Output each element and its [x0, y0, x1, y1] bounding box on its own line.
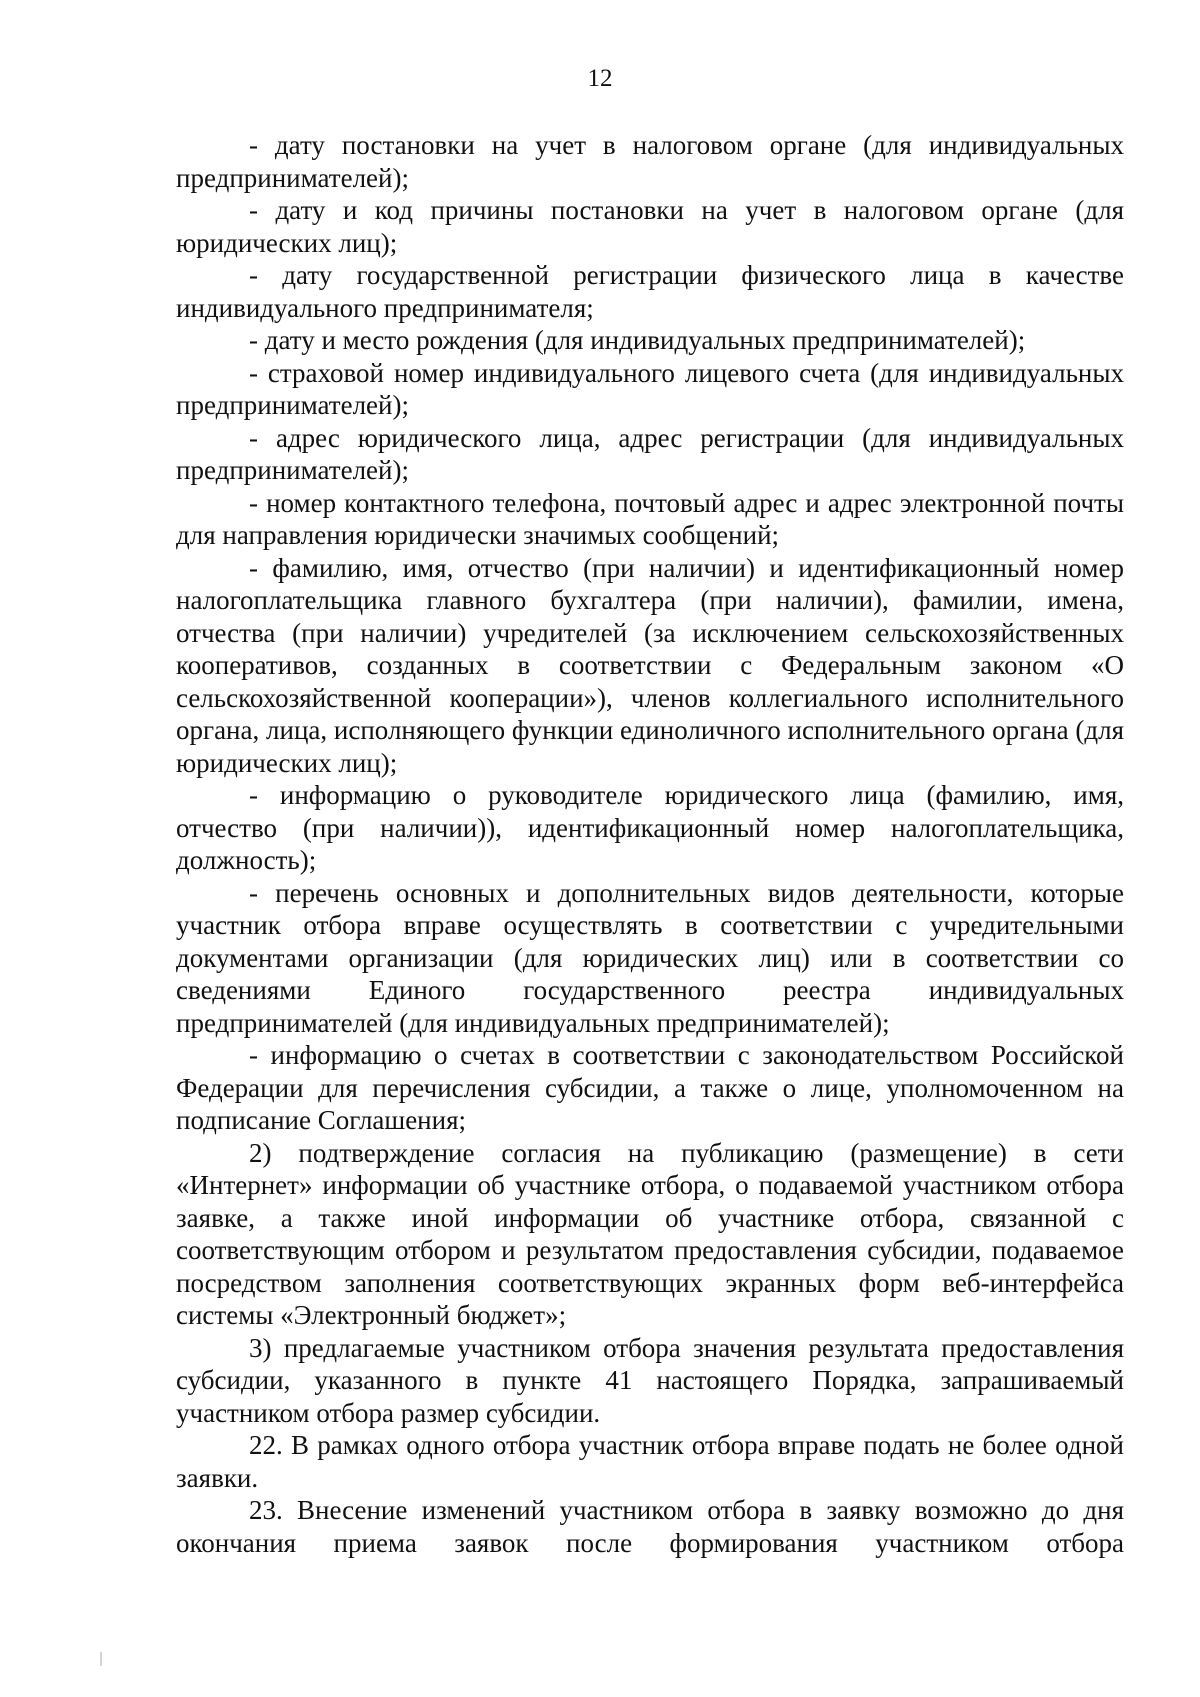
paragraph: - дату государственной регистрации физического лица в качестве индивидуального предпринимателя;: [176, 260, 1124, 323]
paragraph: - информацию о руководителе юридического лица (фамилию, имя, отчество (при наличии)), идентификационный номер налогоплательщика, должность);: [176, 780, 1124, 875]
paragraph: - страховой номер индивидуального лицевого счета (для индивидуальных предпринимателей);: [176, 357, 1124, 420]
document-body: [176, 129, 1124, 1559]
paragraph: - дату и место рождения (для индивидуальных предпринимателей);: [249, 325, 1026, 355]
paragraph: 22. В рамках одного отбора участник отбора вправе подать не более одной заявки.: [176, 1430, 1124, 1493]
scan-mark: [100, 1652, 102, 1666]
paragraph: - адрес юридического лица, адрес регистрации (для индивидуальных предпринимателей);: [176, 422, 1124, 485]
paragraph: 3) предлагаемые участником отбора значения результата предоставления субсидии, указанного в пункте 41 настоящего Порядка, запрашиваемый участником отбора размер субсидии.: [176, 1332, 1124, 1428]
paragraph: - номер контактного телефона, почтовый адрес и адрес электронной почты для направления юридически значимых сообщений;: [176, 487, 1124, 550]
paragraph: - фамилию, имя, отчество (при наличии) и идентификационный номер налогоплательщика главного бухгалтера (при наличии), фамилии, имена, отчества (при наличии) учредителей (за исключением сельскохозяйственных кооперативов, созданных в соответствии с Федеральным законом «О сельскохозяйственной кооперации»), членов коллегиального исполнительного органа, лица, исполняющего функции единоличного исполнительного органа (для юридических лиц);: [176, 552, 1124, 778]
paragraph: - информацию о счетах в соответствии с законодательством Российской Федерации для перечисления субсидии, а также о лице, уполномоченном на подписание Соглашения;: [176, 1040, 1124, 1135]
paragraph: - дату и код причины постановки на учет в налоговом органе (для юридических лиц);: [176, 195, 1124, 258]
paragraph: 2) подтверждение согласия на публикацию (размещение) в сети «Интернет» информации об участнике отбора, о подаваемой участником отбора заявке, а также иной информации об участнике отбора, связанной с соответствующим отбором и результатом предоставления субсидии, подаваемое посредством заполнения соответствующих экранных форм веб-интерфейса системы «Электронный бюджет»;: [176, 1137, 1124, 1330]
page-number: 12: [587, 65, 613, 92]
paragraph: - дату постановки на учет в налоговом органе (для индивидуальных предпринимателей);: [176, 130, 1124, 193]
paragraph: 23. Внесение изменений участником отбора в заявку возможно до дня окончания приема заявок после формирования участником отбора: [176, 1495, 1124, 1558]
paragraph: - перечень основных и дополнительных видов деятельности, которые участник отбора вправе осуществлять в соответствии с учредительными документами организации (для юридических лиц) или в соответствии со сведениями Единого государственного реестра индивидуальных предпринимателей (для индивидуальных предпринимателей);: [176, 877, 1124, 1038]
